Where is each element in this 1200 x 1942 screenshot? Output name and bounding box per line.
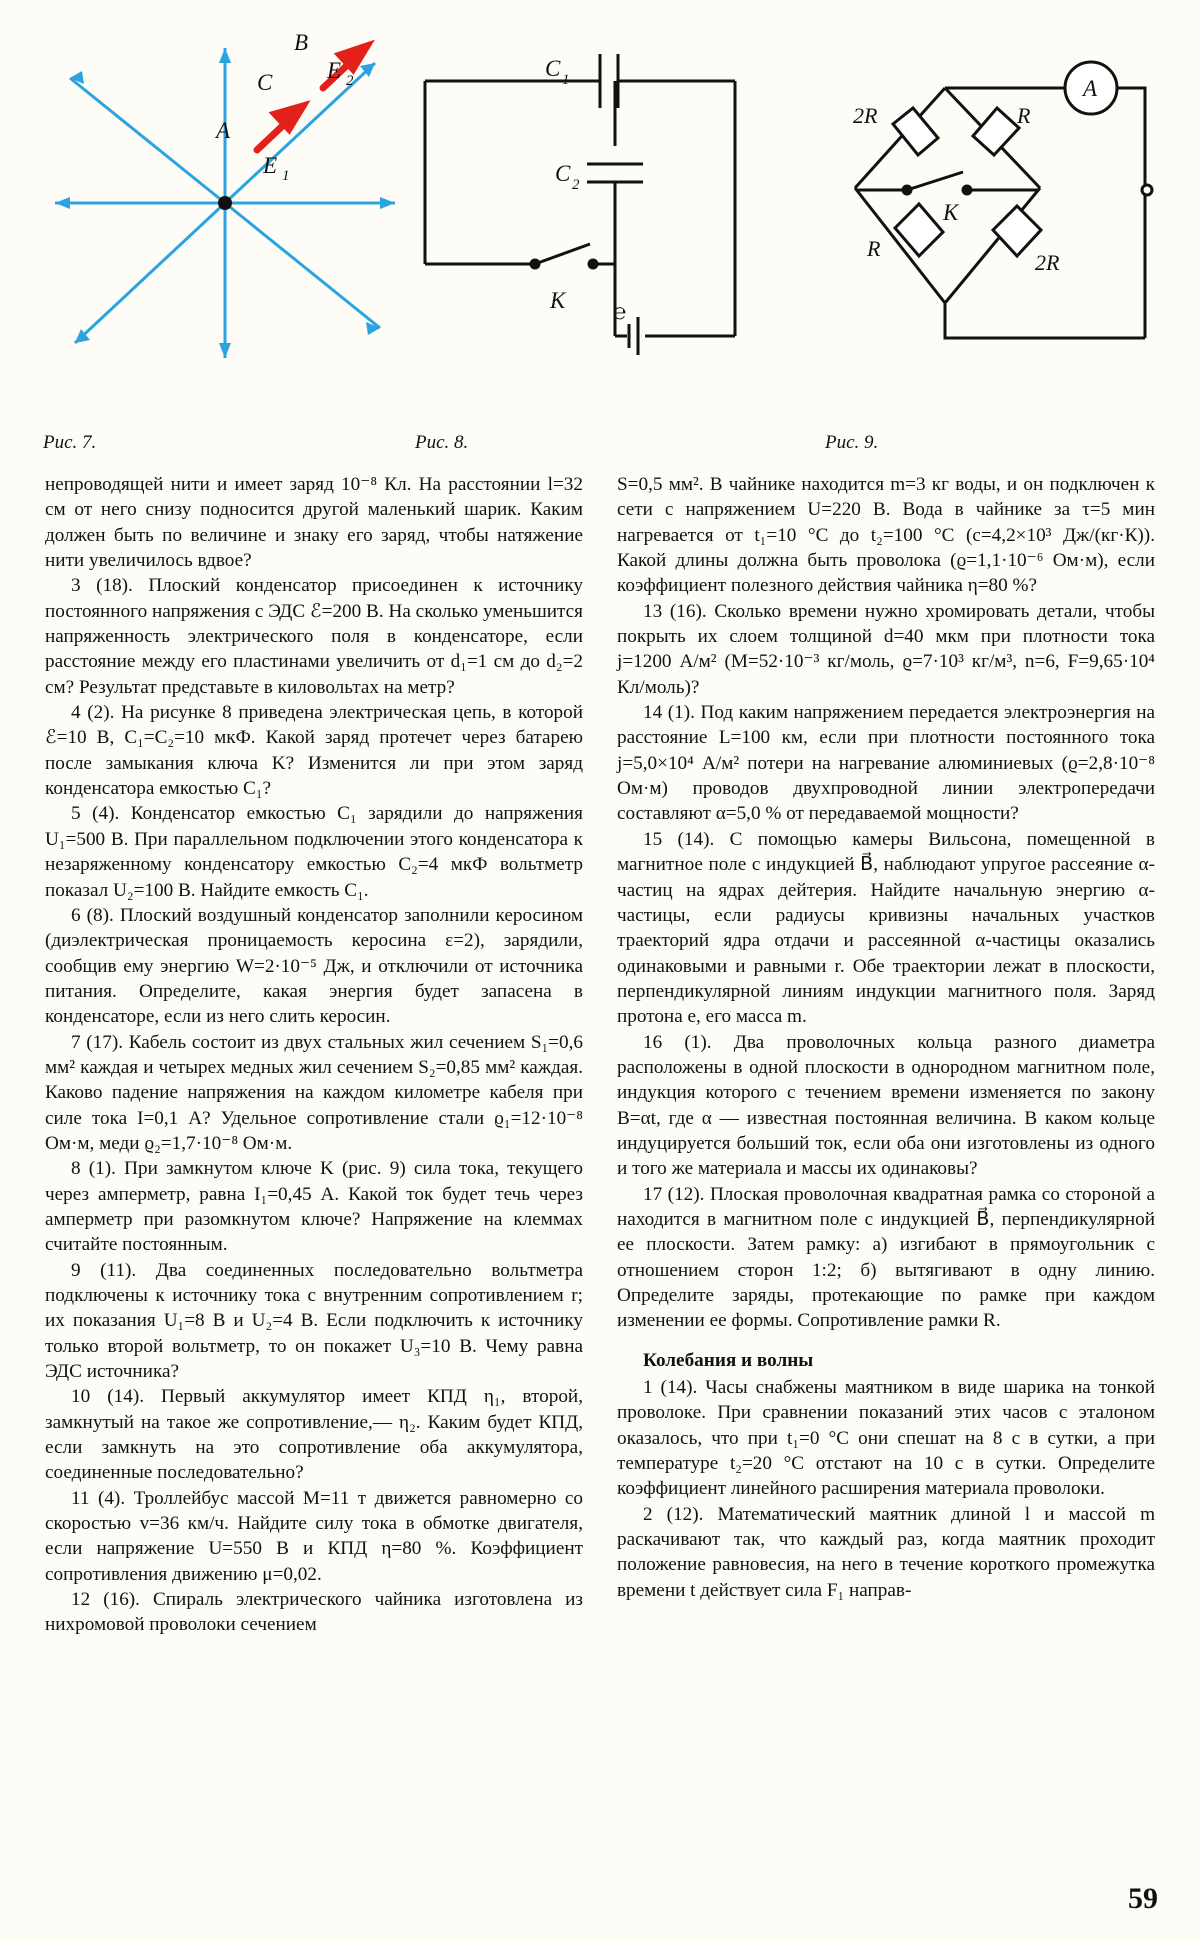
section-title: Колебания и волны <box>643 1349 814 1371</box>
paragraph: S=0,5 мм². В чайнике находится m=3 кг воды, и он подключен к сети с напряжением U=220 В. Вода в чайнике за τ=5 мин нагревается от t₁=10 °C до t₂=100 °C (c=4,2×10³ Дж/(кг·К)). Какой длины должна быть проволока (ϱ=1,1·10⁻⁶ Ом·м), если коэффициент полезного действия чайника η=80 %? <box>617 474 1155 597</box>
svg-text:R: R <box>867 236 881 261</box>
page <box>0 28 1200 1942</box>
paragraph: 13 (16). Сколько времени нужно хромировать детали, чтобы покрыть их слоем толщиной d=40 мкм при плотности тока j=1200 А/м² (M=52·10⁻³ кг/моль, ϱ=7·10³ кг/м³, n=6, F=9,65·10⁴ Кл/моль)? <box>617 600 1155 698</box>
figure-8-caption: Рис. 8. <box>415 432 469 453</box>
svg-text:A: A <box>216 118 231 143</box>
figure-7-caption: Рис. 7. <box>43 432 97 453</box>
figure-9 <box>795 38 1165 358</box>
paragraph: 7 (17). Кабель состоит из двух стальных жил сечением S₁=0,6 мм² каждая и четырех медных жил сечением S₂=0,85 мм² каждая. Каково падение напряжения на каждом километре кабеля при силе тока I=0,1 А? Удельное сопротивление стали ϱ₁=12·10⁻⁸ Ом·м, меди ϱ₂=1,7·10⁻⁸ Ом·м. <box>45 1031 583 1154</box>
svg-text:B: B <box>294 30 309 55</box>
paragraph: 14 (1). Под каким напряжением передается электроэнергия на расстояние L=100 км, если при плотности постоянного тока j=5,0×10⁴ А/м² потери на нагревание алюминиевых (ϱ=2,8·10⁻⁸ Ом·м) проводов двухпроводной линии электропередачи составляют α=5,0 % от передаваемой мощности? <box>617 702 1155 825</box>
paragraph: 5 (4). Конденсатор емкостью C₁ зарядили до напряжения U₁=500 В. При параллельном подключении этого конденсатора к незаряженному конденсатору емкостью C₂=4 мкФ вольтметр показал U₂=100 В. Найдите емкость C₁. <box>45 803 583 901</box>
paragraph: 10 (14). Первый аккумулятор имеет КПД η₁, второй, замкнутый на такое же сопротивление,— η₂. Каким будет КПД, если замкнуть на это сопротивление оба аккумулятора, соединенные последовательно? <box>45 1386 583 1484</box>
svg-text:C: C <box>555 161 571 186</box>
body-text <box>45 472 1155 1638</box>
paragraph: 9 (11). Два соединенных последовательно вольтметра подключены к источнику тока с внутренним сопротивлением r; их показания U₁=8 В и U₂=4 В. Если подключить к источнику только второй вольтметр, то он покажет U₃=10 В. Чему равна ЭДС источника? <box>45 1259 583 1383</box>
paragraph: 15 (14). С помощью камеры Вильсона, помещенной в магнитное поле с индукцией B⃗, наблюдают упругое рассеяние α-частиц на ядрах дейтерия. Найдите начальную энергию α-частицы, если радиусы кривизны начальных участков траекторий ядра отдачи и рассеянной α-частицы оказались одинаковыми и равными r. Обе траектории лежат в плоскости, перпендикулярной линиям индукции магнитного поля. Заряд протона e, его масса m. <box>617 828 1155 1028</box>
paragraph: 12 (16). Спираль электрического чайника изготовлена из нихромовой проволоки сечением <box>45 1589 583 1636</box>
svg-text:A: A <box>1083 76 1098 101</box>
paragraph: 3 (18). Плоский конденсатор присоединен к источнику постоянного напряжения с ЭДС ℰ=200 В. На сколько уменьшится напряженность электрического поля в конденсаторе, если расстояние между его пластинами увеличить от d₁=1 см до d₂=2 см? Результат представьте в киловольтах на метр? <box>45 575 583 698</box>
svg-text:R: R <box>1017 103 1031 128</box>
svg-text:1: 1 <box>282 168 290 184</box>
left-column <box>45 472 583 1638</box>
paragraph: 1 (14). Часы снабжены маятником в виде шарика на тонкой проволоке. При сравнении показаний этих часов с эталоном оказалось, что при t₁=0 °C они спешат на 8 с в сутки, а при температуре t₂=20 °C отстают на 10 с в сутки. Определите коэффициент линейного расширения материала проволоки. <box>617 1377 1155 1500</box>
svg-text:K: K <box>943 200 959 225</box>
figures-area <box>35 28 1165 428</box>
svg-text:C: C <box>257 70 273 95</box>
svg-text:2R: 2R <box>853 103 878 128</box>
right-column <box>617 472 1155 1638</box>
figure-captions <box>35 432 1165 458</box>
page-number: 59 <box>1128 1882 1158 1915</box>
paragraph: 4 (2). На рисунке 8 приведена электрическая цепь, в которой ℰ=10 В, C₁=C₂=10 мкФ. Какой заряд протечет через батарею после замыкания ключа K? Изменится ли при этом заряд конденсатора емкостью C₁? <box>45 702 583 800</box>
svg-text:K: K <box>550 288 566 313</box>
paragraph: 6 (8). Плоский воздушный конденсатор заполнили керосином (диэлектрическая проницаемость керосина ε=2), зарядили, сообщив ему энергию W=2·10⁻⁵ Дж, и отключили от источника питания. Определите, какая энергия будет запасена в конденсаторе, если из него слить керосин. <box>45 904 583 1028</box>
svg-text:2R: 2R <box>1035 250 1060 275</box>
paragraph: 16 (1). Два проволочных кольца разного диаметра расположены в одной плоскости в однородном магнитном поле, индукция которого с течением времени изменяется по закону B=αt, где α — известная постоянная величина. В каком кольце индуцируется больший ток, если оба они изготовлены из одного и того же материала и массы их одинаковы? <box>617 1031 1155 1180</box>
svg-text:C: C <box>545 56 561 81</box>
svg-text:1: 1 <box>562 72 570 88</box>
figure-7 <box>35 28 415 358</box>
paragraph: 17 (12). Плоская проволочная квадратная рамка со стороной a находится в магнитном поле с индукцией B⃗, перпендикулярной ее плоскости. Затем рамку: а) изгибают в прямоугольник с отношением сторон 1:2; б) вытягивают в одну линию. Определите заряды, протекающие по рамке при каждом изменении ее формы. Сопротивление рамки R. <box>617 1183 1155 1332</box>
paragraph: 2 (12). Математический маятник длиной l и массой m раскачивают так, что каждый раз, когда маятник проходит положение равновесия, на него в течение короткого промежутка времени t действует сила F₁ направ- <box>617 1503 1155 1601</box>
figure-8 <box>405 36 755 366</box>
paragraph: 8 (1). При замкнутом ключе K (рис. 9) сила тока, текущего через амперметр, равна I₁=0,45 А. Какой ток будет течь через амперметр при разомкнутом ключе? Напряжение на клеммах считайте постоянным. <box>45 1158 583 1256</box>
paragraph: непроводящей нити и имеет заряд 10⁻⁸ Кл. На расстоянии l=32 см от него снизу подносится другой маленький шарик. Каким должен быть по величине и знаку его заряд, чтобы натяжение нити увеличилось вдвое? <box>45 474 583 572</box>
svg-text:E: E <box>263 153 278 178</box>
svg-text:E: E <box>327 58 342 83</box>
paragraph: 11 (4). Троллейбус массой M=11 т движется равномерно со скоростью v=36 км/ч. Найдите силу тока в обмотке двигателя, если напряжение U=550 В и КПД η=80 %. Коэффициент сопротивления движению μ=0,02. <box>45 1487 583 1585</box>
figure-9-caption: Рис. 9. <box>825 432 879 453</box>
svg-text:2: 2 <box>572 177 580 193</box>
svg-text:2: 2 <box>346 73 354 89</box>
svg-text:℮: ℮ <box>613 299 627 324</box>
